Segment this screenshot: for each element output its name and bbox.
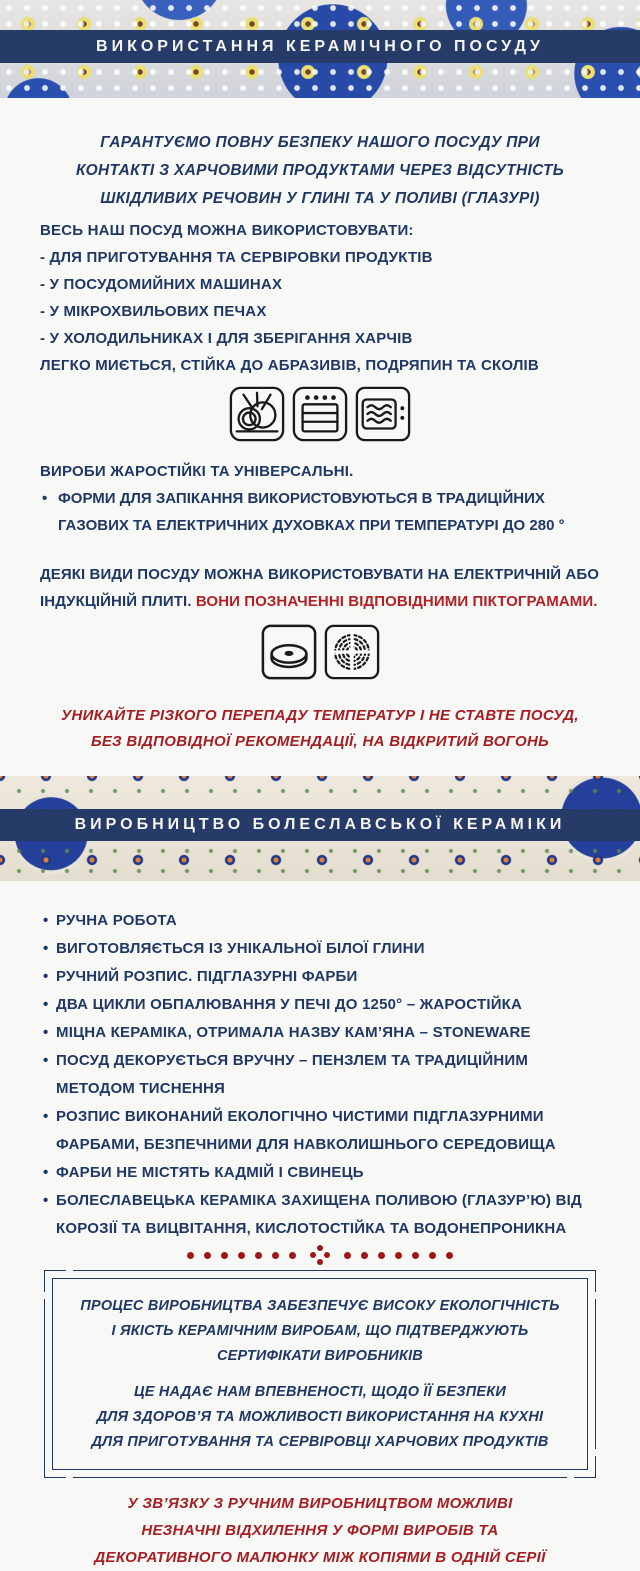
usage-item: - У ПОСУДОМИЙНИХ МАШИНАХ [40, 276, 283, 293]
list-item [43, 1047, 640, 1103]
frame-edge [73, 1270, 596, 1271]
dot [255, 1252, 262, 1259]
care-symbols-row [0, 385, 640, 443]
section-banner-production: ВИРОБНИЦТВО БОЛЕСЛАВСЬКОЇ КЕРАМІКИ [0, 809, 640, 841]
usage-heading: ВЕСЬ НАШ ПОСУД МОЖНА ВИКОРИСТОВУВАТИ: [40, 222, 414, 239]
list-item-line: МЕТОДОМ ТИСНЕННЯ [56, 1080, 226, 1097]
heat-resistance-block [0, 458, 640, 539]
dot [204, 1252, 211, 1259]
list-item [43, 1159, 640, 1187]
list-item [43, 991, 640, 1019]
dot [221, 1252, 228, 1259]
confidence-line: ДЛЯ ЗДОРОВ’Я ТА МОЖЛИВОСТІ ВИКОРИСТАННЯ НА КУХНІ [96, 1409, 544, 1425]
dot [289, 1252, 296, 1259]
dot [429, 1252, 436, 1259]
list-item [43, 1103, 640, 1159]
easy-clean-note: ЛЕГКО МИЄТЬСЯ, СТІЙКА ДО АБРАЗИВІВ, ПОДРЯПИН ТА СКОЛІВ [40, 357, 539, 374]
heat-bullet-line: ГАЗОВИХ ТА ЕЛЕКТРИЧНИХ ДУХОВКАХ ПРИ ТЕМПЕРАТУРІ ДО 280 ° [58, 517, 565, 534]
induction-hob-icon [323, 623, 381, 681]
list-item [43, 935, 640, 963]
list-item-line: • РУЧНИЙ РОЗПИС. ПІДГЛАЗУРНІ ФАРБИ [56, 968, 358, 985]
dot [187, 1252, 194, 1259]
list-item-line: ФАРБАМИ, БЕЗПЕЧНИМИ ДЛЯ НАВКОЛИШНЬОГО СЕРЕДОВИЩА [56, 1136, 556, 1153]
handmade-variation-note [0, 1490, 640, 1571]
dot [378, 1252, 385, 1259]
list-item [43, 963, 640, 991]
heat-bullet [42, 485, 640, 539]
electric-hob-icon [260, 623, 318, 681]
frame-edge [73, 1477, 567, 1478]
list-item [43, 907, 640, 935]
list-item-line: КОРОЗІЇ ТА ВИЦВІТАННЯ, КИСЛОТОСТІЙКА ТА ВОДОНЕПРОНИКНА [56, 1220, 567, 1237]
dot [412, 1252, 419, 1259]
usage-item: - У МІКРОХВИЛЬОВИХ ПЕЧАХ [40, 303, 267, 320]
list-item [43, 1187, 640, 1243]
list-item-line: • РОЗПИС ВИКОНАНИЙ ЕКОЛОГІЧНО ЧИСТИМИ ПІДГЛАЗУРНИМИ [56, 1108, 544, 1125]
frame-edge [44, 1299, 45, 1478]
stove-line: ДЕЯКІ ВИДИ ПОСУДУ МОЖНА ВИКОРИСТОВУВАТИ НА ЕЛЕКТРИЧНІЙ АБО [40, 566, 600, 583]
list-item-line: • ПОСУД ДЕКОРУЄТЬСЯ ВРУЧНУ – ПЕНЗЛЕМ ТА ТРАДИЦІЙНИМ [56, 1052, 529, 1069]
list-item-line: • РУЧНА РОБОТА [56, 912, 177, 929]
list-item-line: • ФАРБИ НЕ МІСТЯТЬ КАДМІЙ І СВИНЕЦЬ [56, 1164, 364, 1181]
microwave-safe-icon [354, 385, 412, 443]
certificate-line: СЕРТИФІКАТИ ВИРОБНИКІВ [217, 1348, 423, 1364]
frame-corner [574, 1270, 596, 1292]
warning-line: БЕЗ ВІДПОВІДНОЇ РЕКОМЕНДАЦІЇ, НА ВІДКРИТИЙ ВОГОНЬ [90, 733, 550, 750]
handmade-note-line: ДЕКОРАТИВНОГО МАЛЮНКУ МІЖ КОПІЯМИ В ОДНІЙ СЕРІЇ [94, 1549, 546, 1566]
certificate-paragraph [63, 1294, 577, 1369]
dot [446, 1252, 453, 1259]
stove-highlight: ВОНИ ПОЗНАЧЕННІ ВІДПОВІДНИМИ ПІКТОГРАМАМИ. [195, 593, 598, 610]
dot [395, 1252, 402, 1259]
list-item-line: • МІЦНА КЕРАМІКА, ОТРИМАЛА НАЗВУ КАМ’ЯНА – STONEWARE [56, 1024, 531, 1041]
frame-corner [44, 1456, 66, 1478]
frame-edge [595, 1299, 596, 1449]
frame-corner [44, 1270, 66, 1292]
dot [361, 1252, 368, 1259]
usage-item: - У ХОЛОДИЛЬНИКАХ І ДЛЯ ЗБЕРІГАННЯ ХАРЧІВ [40, 330, 413, 347]
list-item [43, 1019, 640, 1047]
confidence-line: ДЛЯ ПРИГОТУВАННЯ ТА СЕРВІРОВЦІ ХАРЧОВИХ ПРОДУКТІВ [91, 1434, 549, 1450]
handmade-note-line: У ЗВ’ЯЗКУ З РУЧНИМ ВИРОБНИЦТВОМ МОЖЛИВІ [127, 1495, 513, 1512]
hero-band-ceramics-photo-1 [0, 0, 640, 98]
intro-line: ШКІДЛИВИХ РЕЧОВИН У ГЛИНІ ТА У ПОЛИВІ (ГЛАЗУРІ) [100, 190, 540, 207]
dishwasher-safe-icon [228, 385, 286, 443]
list-item-line: • БОЛЕСЛАВЕЦЬКА КЕРАМІКА ЗАХИЩЕНА ПОЛИВОЮ (ГЛАЗУР’Ю) ВІД [56, 1192, 582, 1209]
section-banner-usage: ВИКОРИСТАННЯ КЕРАМІЧНОГО ПОСУДУ [0, 30, 640, 63]
safety-intro-paragraph [0, 129, 640, 213]
hob-symbols-row [0, 623, 640, 681]
confidence-line: ЦЕ НАДАЄ НАМ ВПЕВНЕНОСТІ, ЩОДО ЇЇ БЕЗПЕКИ [134, 1384, 506, 1400]
dots-divider [0, 1246, 640, 1264]
certificate-line: ПРОЦЕС ВИРОБНИЦТВА ЗАБЕЗПЕЧУЄ ВИСОКУ ЕКОЛОГІЧНІСТЬ [80, 1298, 560, 1314]
stove-line-navy: ІНДУКЦІЙНІЙ ПЛИТІ. [40, 593, 196, 610]
clover-dot-ornament [310, 1245, 330, 1265]
heat-bullet-line: • ФОРМИ ДЛЯ ЗАПІКАННЯ ВИКОРИСТОВУЮТЬСЯ В ТРАДИЦІЙНИХ [58, 490, 545, 507]
usage-item: - ДЛЯ ПРИГОТУВАННЯ ТА СЕРВІРОВКИ ПРОДУКТІВ [40, 249, 433, 266]
handmade-note-line: НЕЗНАЧНІ ВІДХИЛЕННЯ У ФОРМІ ВИРОБІВ ТА [141, 1522, 499, 1539]
heat-heading: ВИРОБИ ЖАРОСТІЙКІ ТА УНІВЕРСАЛЬНІ. [40, 463, 354, 480]
dot [344, 1252, 351, 1259]
warning-line: УНИКАЙТЕ РІЗКОГО ПЕРЕПАДУ ТЕМПЕРАТУР І НЕ СТАВТЕ ПОСУД, [61, 707, 579, 724]
stove-paragraph [40, 561, 640, 615]
intro-line: КОНТАКТІ З ХАРЧОВИМИ ПРОДУКТАМИ ЧЕРЕЗ ВІДСУТНІСТЬ [75, 162, 565, 179]
list-item-line: • ВИГОТОВЛЯЄТЬСЯ ІЗ УНІКАЛЬНОЇ БІЛОЇ ГЛИНИ [56, 940, 425, 957]
hero-band-ceramics-photo-2 [0, 776, 640, 881]
production-list [0, 907, 640, 1243]
stove-line [40, 588, 640, 615]
dot [272, 1252, 279, 1259]
frame-corner [574, 1456, 596, 1478]
dot [238, 1252, 245, 1259]
confidence-paragraph [63, 1380, 577, 1455]
certificate-box [52, 1278, 588, 1470]
oven-safe-icon [291, 385, 349, 443]
usage-list [0, 217, 640, 352]
intro-line: ГАРАНТУЄМО ПОВНУ БЕЗПЕКУ НАШОГО ПОСУДУ ПРИ [100, 134, 540, 151]
temperature-warning [0, 703, 640, 755]
list-item-line: • ДВА ЦИКЛИ ОБПАЛЮВАННЯ У ПЕЧІ ДО 1250° – ЖАРОСТІЙКА [56, 996, 523, 1013]
certificate-line: І ЯКІСТЬ КЕРАМІЧНИМ ВИРОБАМ, ЩО ПІДТВЕРДЖУЮТЬ [111, 1323, 529, 1339]
